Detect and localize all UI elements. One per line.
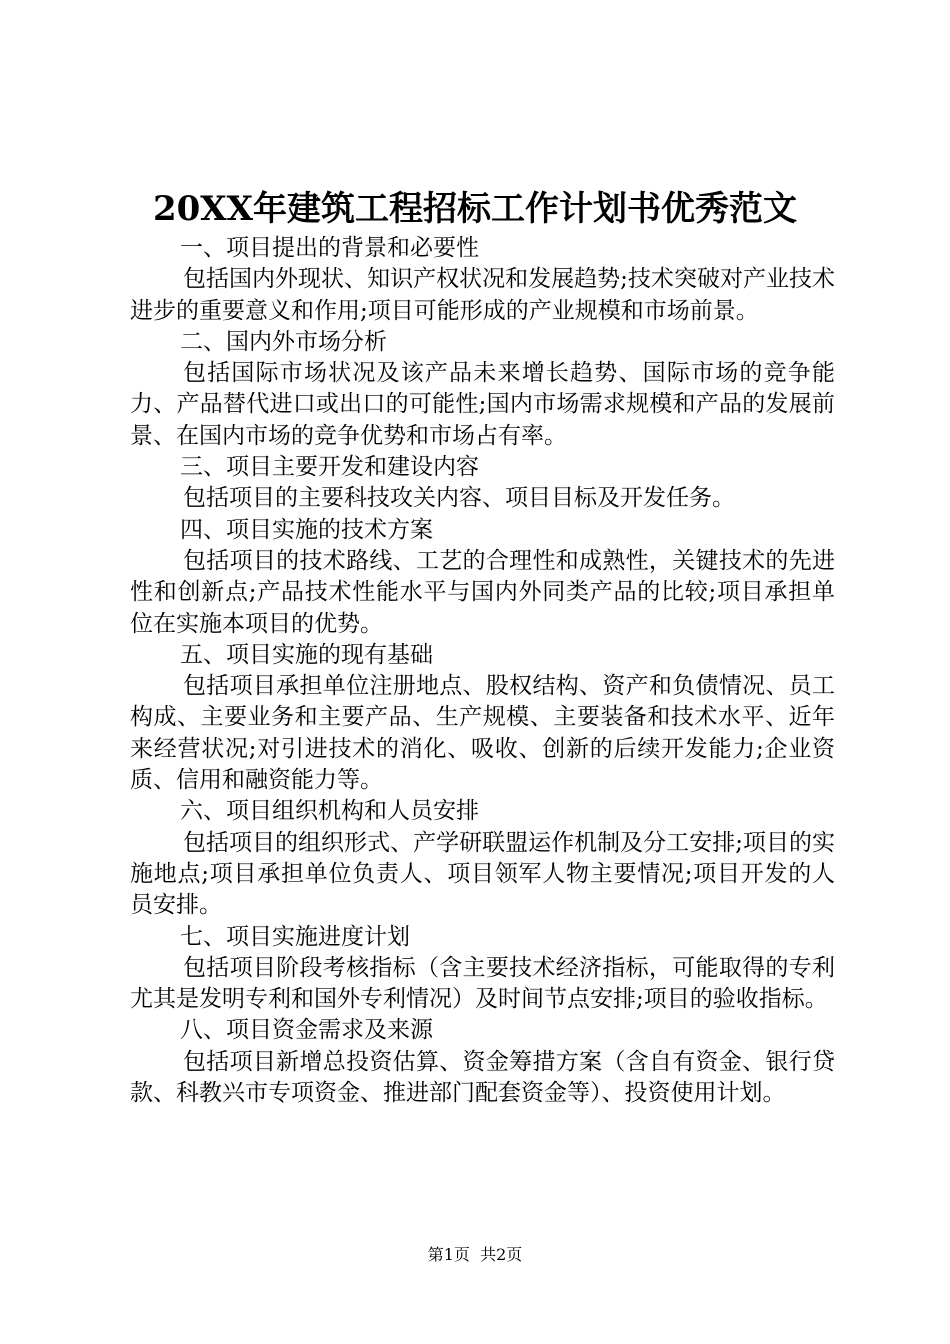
section-body: 包括项目承担单位注册地点、股权结构、资产和负债情况、员工构成、主要业务和主要产品、生产规模、主要装备和技术水平、近年来经营状况;对引进技术的消化、吸收、创新的后续开发能力;企业资质、信用和融资能力等。 (130, 673, 835, 794)
document-title: 20XX年建筑工程招标工作计划书优秀范文 (152, 189, 798, 229)
section-body: 包括项目的技术路线、工艺的合理性和成熟性，关键技术的先进性和创新点;产品技术性能水平与国内外同类产品的比较;项目承担单位在实施本项目的优势。 (130, 547, 835, 637)
section-body: 包括项目新增总投资估算、资金筹措方案（含自有资金、银行贷款、科教兴市专项资金、推进部门配套资金等）、投资使用计划。 (130, 1048, 835, 1107)
section-heading: 七、项目实施进度计划 (180, 923, 410, 950)
section-heading: 四、项目实施的技术方案 (180, 516, 433, 543)
section-heading: 五、项目实施的现有基础 (180, 641, 433, 668)
section-heading: 三、项目主要开发和建设内容 (180, 454, 479, 481)
page-total: 共2页 (480, 1245, 523, 1264)
section-heading: 八、项目资金需求及来源 (180, 1017, 433, 1044)
page-number: 第1页 (427, 1245, 470, 1264)
section-body: 包括项目的组织形式、产学研联盟运作机制及分工安排;项目的实施地点;项目承担单位负责人、项目领军人物主要情况;项目开发的人员安排。 (130, 829, 835, 919)
section-heading: 六、项目组织机构和人员安排 (180, 798, 479, 825)
page-footer (0, 1243, 950, 1267)
section-body: 包括国内外现状、知识产权状况和发展趋势;技术突破对产业技术进步的重要意义和作用;项目可能形成的产业规模和市场前景。 (130, 266, 835, 324)
section-body: 包括项目的主要科技攻关内容、项目目标及开发任务。 (183, 485, 735, 512)
section-body: 包括项目阶段考核指标（含主要技术经济指标，可能取得的专利尤其是发明专利和国外专利情况）及时间节点安排;项目的验收指标。 (130, 954, 835, 1013)
section-heading: 二、国内外市场分析 (180, 328, 387, 355)
document-body (130, 233, 835, 1109)
section-heading: 一、项目提出的背景和必要性 (180, 235, 479, 261)
section-body: 包括国际市场状况及该产品未来增长趋势、国际市场的竞争能力、产品替代进口或出口的可能性;国内市场需求规模和产品的发展前景、在国内市场的竞争优势和市场占有率。 (130, 360, 835, 449)
